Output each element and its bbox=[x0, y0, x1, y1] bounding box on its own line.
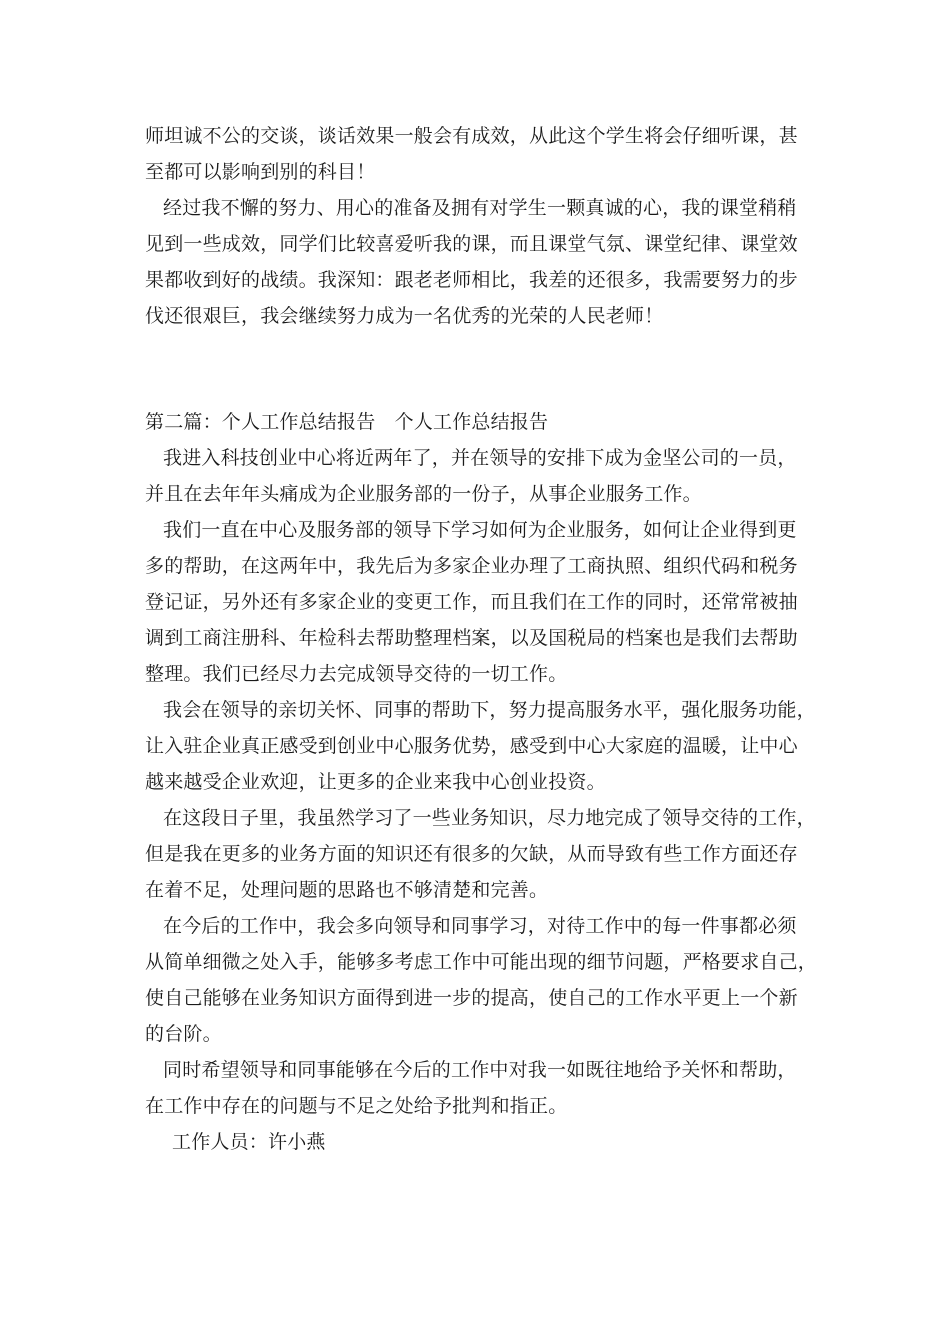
text-line: 使自己能够在业务知识方面得到进一步的提高，使自己的工作水平更上一个新 bbox=[145, 987, 798, 1009]
signature-line: 工作人员：许小燕 bbox=[172, 1131, 326, 1153]
text-line: 并且在去年年头痛成为企业服务部的一份子，从事企业服务工作。 bbox=[145, 483, 702, 505]
text-line: 多的帮助，在这两年中，我先后为多家企业办理了工商执照、组织代码和税务 bbox=[145, 555, 798, 577]
text-line: 的台阶。 bbox=[145, 1023, 222, 1045]
text-line: 在着不足，处理问题的思路也不够清楚和完善。 bbox=[145, 879, 549, 901]
text-line: 见到一些成效，同学们比较喜爱听我的课，而且课堂气氛、课堂纪律、课堂效 bbox=[145, 233, 798, 255]
text-line: 师坦诚不公的交谈，谈话效果一般会有成效，从此这个学生将会仔细听课，甚 bbox=[145, 125, 798, 147]
text-line: 登记证，另外还有多家企业的变更工作，而且我们在工作的同时，还常常被抽 bbox=[145, 591, 798, 613]
text-line: 同时希望领导和同事能够在今后的工作中对我一如既往地给予关怀和帮助， bbox=[163, 1059, 797, 1081]
text-line: 在今后的工作中，我会多向领导和同事学习，对待工作中的每一件事都必须 bbox=[163, 915, 797, 937]
text-line: 果都收到好的战绩。我深知：跟老老师相比，我差的还很多，我需要努力的步 bbox=[145, 269, 798, 291]
text-line: 从简单细微之处入手，能够多考虑工作中可能出现的细节问题，严格要求自己， bbox=[145, 951, 818, 973]
text-line: 经过我不懈的努力、用心的准备及拥有对学生一颗真诚的心，我的课堂稍稍 bbox=[163, 197, 797, 219]
text-line: 调到工商注册科、年检科去帮助整理档案，以及国税局的档案也是我们去帮助 bbox=[145, 627, 798, 649]
text-line: 让入驻企业真正感受到创业中心服务优势，感受到中心大家庭的温暖，让中心 bbox=[145, 735, 798, 757]
text-line: 在工作中存在的问题与不足之处给予批判和指正。 bbox=[145, 1095, 568, 1117]
text-line: 我会在领导的亲切关怀、同事的帮助下，努力提高服务水平，强化服务功能， bbox=[163, 699, 816, 721]
text-line: 伐还很艰巨，我会继续努力成为一名优秀的光荣的人民老师！ bbox=[145, 305, 664, 327]
text-line: 但是我在更多的业务方面的知识还有很多的欠缺，从而导致有些工作方面还存 bbox=[145, 843, 798, 865]
section-heading: 第二篇：个人工作总结报告 个人工作总结报告 bbox=[145, 411, 549, 433]
text-line: 我进入科技创业中心将近两年了，并在领导的安排下成为金坚公司的一员， bbox=[163, 447, 797, 469]
text-line: 至都可以影响到别的科目！ bbox=[145, 161, 376, 183]
text-line: 整理。我们已经尽力去完成领导交待的一切工作。 bbox=[145, 663, 568, 685]
text-line: 越来越受企业欢迎，让更多的企业来我中心创业投资。 bbox=[145, 771, 606, 793]
text-line: 在这段日子里，我虽然学习了一些业务知识，尽力地完成了领导交待的工作， bbox=[163, 807, 816, 829]
text-line: 我们一直在中心及服务部的领导下学习如何为企业服务，如何让企业得到更 bbox=[163, 519, 797, 541]
